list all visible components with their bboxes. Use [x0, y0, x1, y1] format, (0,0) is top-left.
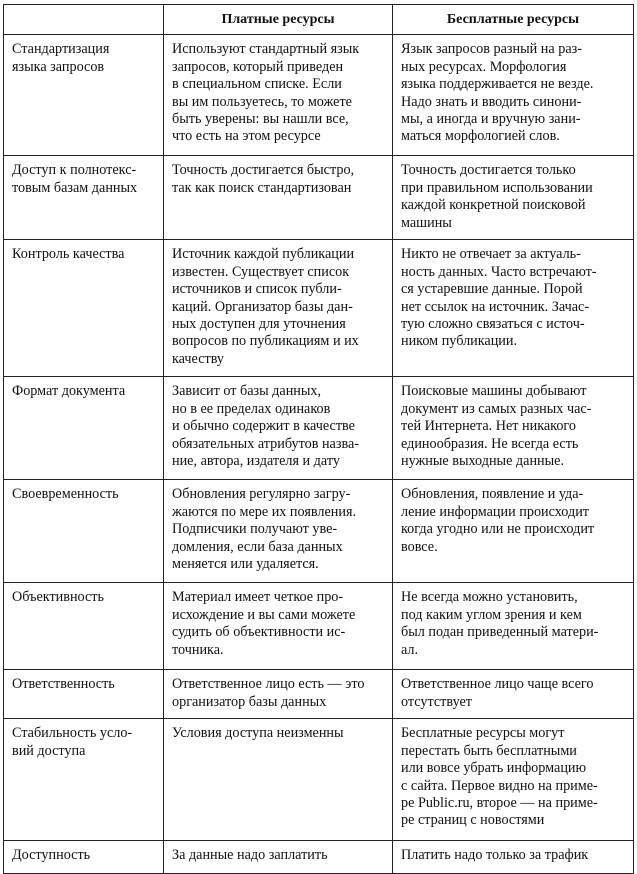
free-cell: Бесплатные ресурсы могут перестать быть бесплатными или вовсе убрать информацию с сайта. Первое видно на приме- ре Public.ru, второе — на приме- ре страниц с новостями — [393, 719, 634, 841]
free-cell: Поисковые машины добывают документ из самых разных час- тей Интернета. Нет никакого единообразия. Не всегда есть нужные выходные данные. — [393, 377, 634, 480]
paid-cell: Источник каждой публикации известен. Существует список источников и список публи- каций. Организатор базы дан- ных доступен для уточнения вопросов по публикациям и их качеству — [164, 240, 393, 377]
criterion-cell: Доступ к полнотекс- товым базам данных — [4, 156, 164, 240]
criterion-cell: Контроль качества — [4, 240, 164, 377]
header-paid-resources: Платные ресурсы — [164, 5, 393, 35]
free-cell: Не всегда можно установить, под каким углом зрения и кем был подан приведенный матери- ал. — [393, 583, 634, 670]
paid-cell: Точность достигается быстро, так как поиск стандартизован — [164, 156, 393, 240]
table-row — [4, 480, 634, 583]
criterion-cell: Доступность — [4, 841, 164, 874]
paid-cell: Ответственное лицо есть — это организатор базы данных — [164, 670, 393, 719]
paid-cell: Зависит от базы данных, но в ее пределах одинаков и обычно содержит в качестве обязательных атрибутов назва- ние, автора, издателя и дату — [164, 377, 393, 480]
paid-cell: Условия доступа неизменны — [164, 719, 393, 841]
criterion-cell: Ответственность — [4, 670, 164, 719]
table-row — [4, 719, 634, 841]
table-row — [4, 156, 634, 240]
paid-cell: Материал имеет четкое про- исхождение и вы сами можете судить об объективности ис- точника. — [164, 583, 393, 670]
paid-cell: Используют стандартный язык запросов, который приведен в специальном списке. Если вы им пользуетесь, то можете быть уверены: вы нашли все, что есть на этом ресурсе — [164, 35, 393, 156]
header-criterion — [4, 5, 164, 35]
free-cell: Платить надо только за трафик — [393, 841, 634, 874]
paid-cell: Обновления регулярно загру- жаются по мере их появления. Подписчики получают уве- домления, если база данных меняется или удаляется. — [164, 480, 393, 583]
criterion-cell: Формат документа — [4, 377, 164, 480]
table-row — [4, 35, 634, 156]
free-cell: Никто не отвечает за актуаль- ность данных. Часто встречают- ся устаревшие данные. Порой нет ссылок на источник. Зачас- тую сложно связаться с источ- ником публикации. — [393, 240, 634, 377]
free-cell: Точность достигается только при правильном использовании каждой конкретной поисковой машины — [393, 156, 634, 240]
criterion-cell: Стабильность усло- вий доступа — [4, 719, 164, 841]
criterion-cell: Объективность — [4, 583, 164, 670]
table-row — [4, 841, 634, 874]
table-row — [4, 240, 634, 377]
table-row — [4, 583, 634, 670]
table-row — [4, 670, 634, 719]
table-header-row — [4, 5, 634, 35]
free-cell: Язык запросов разный на раз- ных ресурсах. Морфология языка поддерживается не везде. Надо знать и вводить синони- мы, а иногда и вручную зани- маться морфологией слов. — [393, 35, 634, 156]
paid-cell: За данные надо заплатить — [164, 841, 393, 874]
table-row — [4, 377, 634, 480]
free-cell: Обновления, появление и уда- ление информации происходит когда угодно или не происходит вовсе. — [393, 480, 634, 583]
free-cell: Ответственное лицо чаще всего отсутствует — [393, 670, 634, 719]
criterion-cell: Своевременность — [4, 480, 164, 583]
header-free-resources: Бесплатные ресурсы — [393, 5, 634, 35]
criterion-cell: Стандартизация языка запросов — [4, 35, 164, 156]
comparison-table — [3, 4, 634, 874]
